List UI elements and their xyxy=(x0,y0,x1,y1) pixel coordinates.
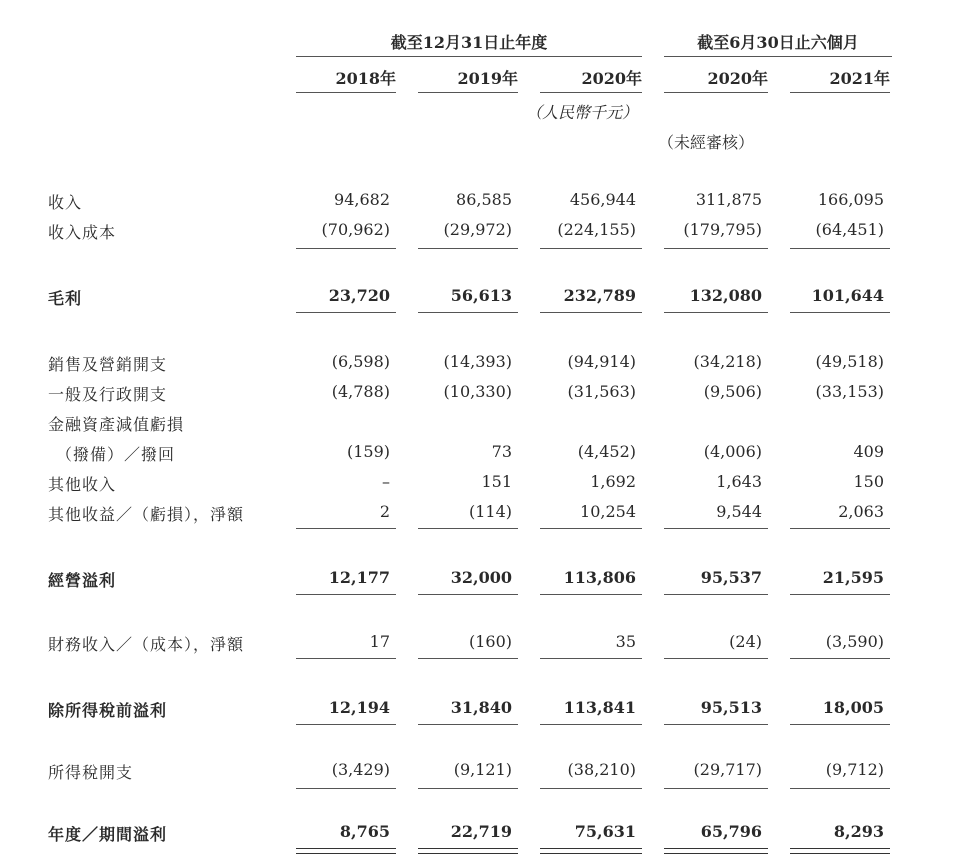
row-label-other-income: 其他收入 xyxy=(48,475,117,494)
subtotal-rule xyxy=(790,788,890,789)
period-underline-fy xyxy=(296,56,642,57)
table-cell: (224,155) xyxy=(557,220,636,239)
table-cell: (29,717) xyxy=(693,760,762,779)
table-cell: 75,631 xyxy=(574,822,636,841)
table-cell: (160) xyxy=(468,632,512,651)
subtotal-rule xyxy=(664,658,768,659)
table-cell: 73 xyxy=(491,442,512,461)
table-cell: 56,613 xyxy=(450,286,512,305)
subtotal-rule xyxy=(790,248,890,249)
subtotal-rule xyxy=(540,594,642,595)
year-header-2019: 2019年 xyxy=(457,69,518,88)
subtotal-rule xyxy=(790,528,890,529)
row-label-finance-income: 財務收入／（成本），淨額 xyxy=(48,635,245,654)
subtotal-rule xyxy=(664,312,768,313)
subtotal-rule xyxy=(418,788,518,789)
table-cell: 94,682 xyxy=(334,190,390,209)
subtotal-rule xyxy=(540,658,642,659)
table-cell: (114) xyxy=(468,502,512,521)
table-cell: (4,452) xyxy=(577,442,636,461)
year-header-2018: 2018年 xyxy=(335,69,396,88)
table-cell: 311,875 xyxy=(695,190,762,209)
table-cell: (4,788) xyxy=(331,382,390,401)
table-cell: 22,719 xyxy=(450,822,512,841)
row-label-cost-of-revenue: 收入成本 xyxy=(48,223,117,242)
total-double-rule xyxy=(540,848,642,854)
table-cell: (34,218) xyxy=(693,352,762,371)
subtotal-rule xyxy=(664,724,768,725)
total-double-rule xyxy=(664,848,768,854)
subtotal-rule xyxy=(296,788,396,789)
subtotal-rule xyxy=(540,528,642,529)
period-underline-h1 xyxy=(664,56,892,57)
table-cell: 113,841 xyxy=(563,698,636,717)
currency-note: （人民幣千元） xyxy=(526,103,639,122)
table-cell: 32,000 xyxy=(450,568,512,587)
subtotal-rule xyxy=(664,594,768,595)
table-cell: 21,595 xyxy=(822,568,884,587)
table-cell: (179,795) xyxy=(683,220,762,239)
table-cell: (64,451) xyxy=(815,220,884,239)
table-cell: 86,585 xyxy=(456,190,512,209)
table-cell: – xyxy=(382,472,390,491)
table-cell: (6,598) xyxy=(331,352,390,371)
table-cell: (70,962) xyxy=(321,220,390,239)
subtotal-rule xyxy=(790,658,890,659)
row-label-revenue: 收入 xyxy=(48,193,83,212)
subtotal-rule xyxy=(790,594,890,595)
period-title-fiscal-year: 截至12月31日止年度 xyxy=(390,33,548,52)
row-label-impairment: 金融資產減值虧損 xyxy=(48,415,185,434)
table-cell: (4,006) xyxy=(703,442,762,461)
table-cell: (29,972) xyxy=(443,220,512,239)
row-label-other-gains: 其他收益／（虧損），淨額 xyxy=(48,505,245,524)
table-cell: 18,005 xyxy=(822,698,884,717)
table-cell: 95,513 xyxy=(700,698,762,717)
table-cell: (3,590) xyxy=(825,632,884,651)
year-underline xyxy=(296,92,396,93)
subtotal-rule xyxy=(790,312,890,313)
subtotal-rule xyxy=(540,248,642,249)
subtotal-rule xyxy=(418,594,518,595)
row-label-income-tax: 所得稅開支 xyxy=(48,763,134,782)
subtotal-rule xyxy=(664,528,768,529)
subtotal-rule xyxy=(664,248,768,249)
table-cell: 31,840 xyxy=(450,698,512,717)
table-cell: 35 xyxy=(615,632,636,651)
year-header-2021-h1: 2021年 xyxy=(829,69,890,88)
year-underline xyxy=(790,92,890,93)
table-cell: (33,153) xyxy=(815,382,884,401)
total-double-rule xyxy=(790,848,890,854)
subtotal-rule xyxy=(540,788,642,789)
table-cell: (14,393) xyxy=(443,352,512,371)
year-header-2020-fy: 2020年 xyxy=(581,69,642,88)
table-cell: 65,796 xyxy=(700,822,762,841)
subtotal-rule xyxy=(418,248,518,249)
year-underline xyxy=(418,92,518,93)
table-cell: 232,789 xyxy=(563,286,636,305)
subtotal-rule xyxy=(540,312,642,313)
subtotal-rule xyxy=(296,594,396,595)
year-underline xyxy=(540,92,642,93)
table-cell: 2 xyxy=(379,502,390,521)
table-cell: (24) xyxy=(729,632,762,651)
subtotal-rule xyxy=(540,724,642,725)
table-cell: 8,765 xyxy=(339,822,390,841)
table-cell: 151 xyxy=(481,472,512,491)
table-cell: 95,537 xyxy=(700,568,762,587)
subtotal-rule xyxy=(296,312,396,313)
table-cell: 409 xyxy=(853,442,884,461)
table-cell: (31,563) xyxy=(567,382,636,401)
year-underline xyxy=(664,92,768,93)
table-cell: 113,806 xyxy=(563,568,636,587)
subtotal-rule xyxy=(418,658,518,659)
table-cell: 17 xyxy=(369,632,390,651)
subtotal-rule xyxy=(296,724,396,725)
table-cell: (49,518) xyxy=(815,352,884,371)
table-cell: (94,914) xyxy=(567,352,636,371)
subtotal-rule xyxy=(790,724,890,725)
table-cell: 9,544 xyxy=(716,502,762,521)
table-cell: 1,692 xyxy=(590,472,636,491)
table-cell: 456,944 xyxy=(569,190,636,209)
year-header-2020-h1: 2020年 xyxy=(707,69,768,88)
table-cell: 1,643 xyxy=(716,472,762,491)
row-label-profit-before-tax: 除所得稅前溢利 xyxy=(48,701,168,720)
table-cell: 2,063 xyxy=(838,502,884,521)
table-cell: 8,293 xyxy=(833,822,884,841)
table-cell: (159) xyxy=(346,442,390,461)
row-label-selling-expenses: 銷售及營銷開支 xyxy=(48,355,168,374)
subtotal-rule xyxy=(296,658,396,659)
subtotal-rule xyxy=(418,312,518,313)
table-cell: 166,095 xyxy=(817,190,884,209)
table-cell: (38,210) xyxy=(567,760,636,779)
row-label-gross-profit: 毛利 xyxy=(48,289,83,308)
unaudited-note: （未經審核） xyxy=(658,133,755,152)
table-cell: (9,712) xyxy=(825,760,884,779)
subtotal-rule xyxy=(418,528,518,529)
total-double-rule xyxy=(296,848,396,854)
row-label-admin-expenses: 一般及行政開支 xyxy=(48,385,168,404)
total-double-rule xyxy=(418,848,518,854)
period-title-six-months: 截至6月30日止六個月 xyxy=(697,33,859,52)
table-cell: 10,254 xyxy=(580,502,636,521)
table-cell: 23,720 xyxy=(328,286,390,305)
subtotal-rule xyxy=(418,724,518,725)
row-label-operating-profit: 經營溢利 xyxy=(48,571,117,590)
table-cell: 12,177 xyxy=(328,568,390,587)
subtotal-rule xyxy=(296,248,396,249)
table-cell: (3,429) xyxy=(331,760,390,779)
table-cell: (9,506) xyxy=(703,382,762,401)
row-label-profit-for-period: 年度／期間溢利 xyxy=(48,825,168,844)
table-cell: 12,194 xyxy=(328,698,390,717)
table-cell: (10,330) xyxy=(443,382,512,401)
subtotal-rule xyxy=(296,528,396,529)
row-label-impairment-provision: （撥備）／撥回 xyxy=(56,445,176,464)
table-cell: 150 xyxy=(853,472,884,491)
table-cell: (9,121) xyxy=(453,760,512,779)
subtotal-rule xyxy=(664,788,768,789)
table-cell: 132,080 xyxy=(689,286,762,305)
table-cell: 101,644 xyxy=(811,286,884,305)
